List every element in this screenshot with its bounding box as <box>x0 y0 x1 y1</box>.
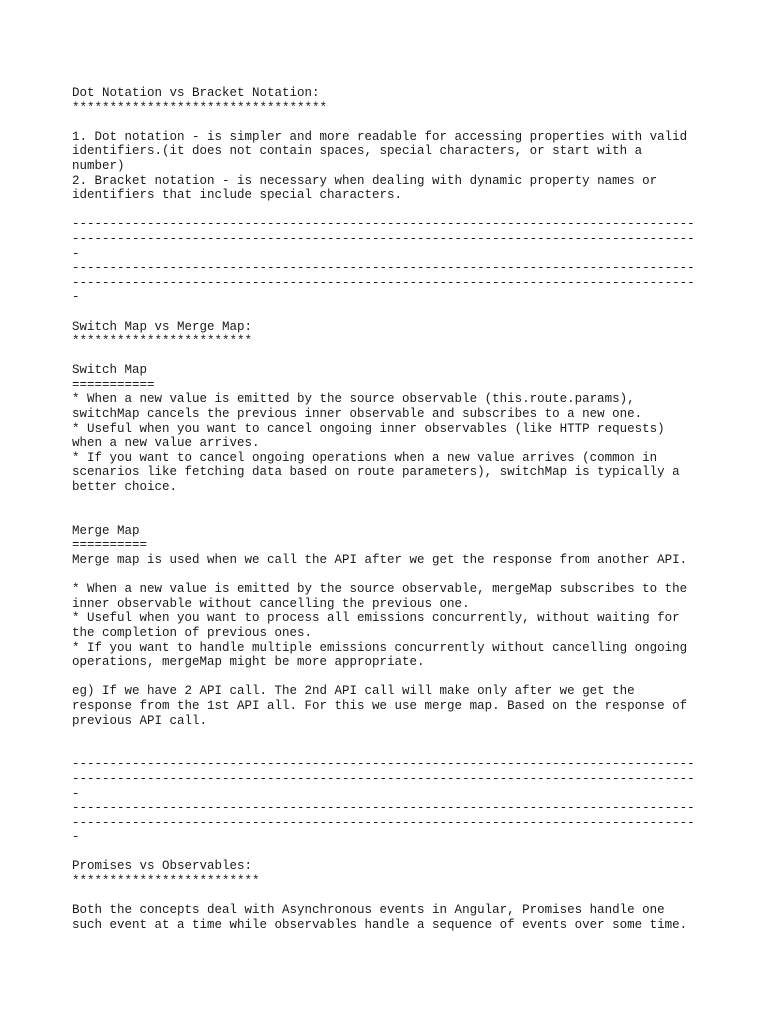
text-line: switchMap cancels the previous inner observable and subscribes to a new one. <box>72 407 643 422</box>
text-line: inner observable without cancelling the previous one. <box>72 596 470 611</box>
document-page <box>72 86 708 932</box>
text-line: ********************************** <box>72 100 328 115</box>
text-line: Merge map is used when we call the API after we get the response from another API. <box>72 553 688 567</box>
text-line: identifiers.(it does not contain spaces, special characters, or start with a <box>72 144 643 159</box>
text-line: Merge Map <box>72 523 140 538</box>
text-line: Dot Notation vs Bracket Notation: <box>72 86 320 100</box>
text-line: =========== <box>72 377 155 392</box>
text-line: Switch Map vs Merge Map: <box>72 319 253 334</box>
text-line: 1. Dot notation - is simpler and more readable for accessing properties with valid <box>72 129 688 144</box>
text-line: * If you want to cancel ongoing operations when a new value arrives (common in <box>72 450 658 465</box>
text-line: scenarios like fetching data based on route parameters), switchMap is typically a <box>72 465 680 480</box>
text-line: operations, mergeMap might be more appropriate. <box>72 655 425 670</box>
text-line: previous API call. <box>72 713 208 728</box>
text-line <box>72 115 708 130</box>
text-line: Both the concepts deal with Asynchronous events in Angular, Promises handle one <box>72 903 665 918</box>
text-line <box>72 728 708 743</box>
text-line: better choice. <box>72 480 178 495</box>
text-line: ************************ <box>72 334 253 349</box>
text-line: - <box>72 786 80 801</box>
text-line: ************************* <box>72 874 260 889</box>
text-line <box>72 495 708 510</box>
text-line <box>72 305 708 320</box>
text-line: - <box>72 830 80 845</box>
text-line: ----------------------------------------------------------------------------------- <box>72 801 695 816</box>
text-line: Promises vs Observables: <box>72 859 253 874</box>
text-line: ----------------------------------------------------------------------------------- <box>72 771 695 786</box>
text-line: the completion of previous ones. <box>72 625 313 640</box>
text-line <box>72 743 708 758</box>
text-line: such event at a time while observables handle a sequence of events over some time. <box>72 917 688 932</box>
text-line <box>72 889 708 904</box>
text-line: ----------------------------------------------------------------------------------- <box>72 261 695 276</box>
text-line: - <box>72 246 80 261</box>
text-line: number) <box>72 158 125 173</box>
text-line <box>72 568 708 583</box>
text-line: * If you want to handle multiple emissions concurrently without cancelling ongoing <box>72 640 688 655</box>
text-line: ----------------------------------------------------------------------------------- <box>72 815 695 830</box>
text-line <box>72 670 708 685</box>
text-line <box>72 845 708 860</box>
text-line: when a new value arrives. <box>72 436 260 451</box>
text-line <box>72 349 708 364</box>
text-line: ----------------------------------------------------------------------------------- <box>72 217 695 232</box>
text-line: ----------------------------------------------------------------------------------- <box>72 231 695 246</box>
text-line: * Useful when you want to process all emissions concurrently, without waiting for <box>72 611 680 626</box>
text-line: ----------------------------------------------------------------------------------- <box>72 275 695 290</box>
text-line: Switch Map <box>72 363 148 378</box>
text-line: 2. Bracket notation - is necessary when dealing with dynamic property names or <box>72 173 658 188</box>
text-line: - <box>72 290 80 305</box>
text-line: eg) If we have 2 API call. The 2nd API call will make only after we get the <box>72 684 635 699</box>
text-line <box>72 203 708 218</box>
text-line: response from the 1st API all. For this we use merge map. Based on the response of <box>72 698 688 713</box>
text-line: * When a new value is emitted by the source observable, mergeMap subscribes to the <box>72 582 688 597</box>
text-line: identifiers that include special characters. <box>72 188 403 203</box>
text-line: * Useful when you want to cancel ongoing inner observables (like HTTP requests) <box>72 421 665 436</box>
text-line: * When a new value is emitted by the source observable (this.route.params), <box>72 392 635 407</box>
text-line <box>72 509 708 524</box>
text-line: ----------------------------------------------------------------------------------- <box>72 757 695 772</box>
text-line: ========== <box>72 538 148 553</box>
